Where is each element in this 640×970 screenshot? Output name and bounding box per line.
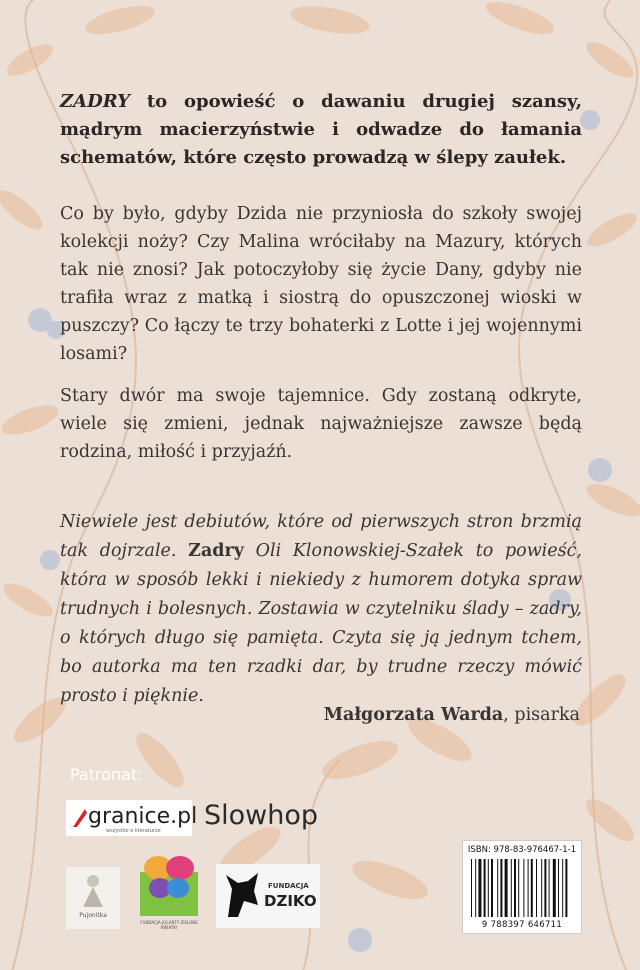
quote-part-1: Niewiele jest debiutów, które od pierwszych stron brzmią tak dojrzale. [60, 511, 582, 561]
blurb-intro [60, 88, 582, 172]
slowhop-logo: Slowhop [204, 800, 319, 831]
butterfly-icon [134, 846, 204, 918]
patronat-label: Patronat: [70, 765, 143, 784]
review-author: Małgorzata Warda [323, 705, 504, 725]
blurb-intro-text: to opowieść o dawaniu drugiej szansy, mądrym macierzyństwie i odwadze do łamania schematów, które często prowadzą w ślepy zaułek. [60, 91, 582, 168]
barcode-bar [514, 859, 516, 917]
barcode-bar [565, 859, 567, 917]
barcode-bar [544, 859, 546, 917]
barcode-bar [491, 859, 493, 917]
blurb-paragraph-3: Stary dwór ma swoje tajemnice. Gdy zostaną odkryte, wiele się zmieni, jednak najważniejsze zawsze będą rodzina, miłość i przyjaźń. [60, 385, 582, 462]
fundacja-logo-text: FUNDACJA JOLANTY ZIELONE KWIATKI [140, 920, 198, 930]
quote-book-title: Zadry [188, 540, 244, 561]
review-author-role: , pisarka [503, 705, 580, 725]
barcode-bar [475, 859, 476, 917]
review-signature [324, 705, 580, 725]
barcode-bar [505, 859, 508, 917]
granice-logo-tagline: wszystko o literaturze [106, 828, 161, 834]
pujonitka-figure-icon [66, 867, 120, 911]
dziko-logo [216, 864, 320, 928]
review-quote [60, 508, 582, 711]
barcode-bar [562, 859, 563, 917]
barcode-bar [536, 859, 537, 917]
barcode-bar [478, 859, 481, 917]
barcode-bar [523, 859, 524, 917]
barcode-bar [500, 859, 502, 917]
wolf-head-icon [222, 871, 262, 921]
barcode-bar [558, 859, 559, 917]
dziko-logo-top: FUNDACJA [268, 882, 309, 890]
isbn-label: ISBN: 978-83-976467-1-1 [467, 845, 577, 855]
barcode-bar [541, 859, 542, 917]
dziko-logo-name: DZIKO [264, 892, 317, 910]
barcode-bar [511, 859, 512, 917]
fundacja-logo [134, 846, 204, 928]
granice-mark-icon [69, 805, 89, 831]
barcode-bar [488, 859, 489, 917]
granice-logo [66, 800, 198, 836]
pujonitka-logo-text: Pujonitka [79, 912, 107, 919]
granice-logo-text: granice.pl [88, 804, 198, 829]
quote-part-2: Oli Klonowskiej-Szałek to powieść, która w sposób lekki i niekiedy z humorem dotyka spraw trudnych i bolesnych. Zostawia w czytelniku ślady – zadry, o których długo się pamięta. Czyta się ją jednym tchem, bo autorka ma ten rzadki dar, by trudne rzeczy mówić prosto i pięknie. [60, 540, 582, 706]
barcode-bar [531, 859, 533, 917]
barcode-bar [518, 859, 519, 917]
barcode-bar [484, 859, 486, 917]
isbn-barcode-box [462, 840, 582, 934]
barcode-bar [471, 859, 472, 917]
barcode-icon [469, 859, 575, 917]
blurb-paragraph-2: Co by było, gdyby Dzida nie przyniosła do szkoły swojej kolekcji noży? Czy Malina wróciłaby na Mazury, których tak nie znosi? Jak potoczyłoby się życie Dany, gdyby nie trafiła wraz z matką i siostrą do opuszczonej wioski w puszczy? Co łączy te trzy bohaterki z Lotte i jej wojennymi losami? [60, 203, 582, 364]
isbn-digits: 9 788397 646711 [481, 920, 563, 930]
barcode-bar [528, 859, 529, 917]
barcode-bar [549, 859, 550, 917]
book-title-inline: ZADRY [60, 91, 130, 112]
barcode-bar [497, 859, 498, 917]
barcode-bar [553, 859, 556, 917]
pujonitka-logo [66, 867, 120, 929]
